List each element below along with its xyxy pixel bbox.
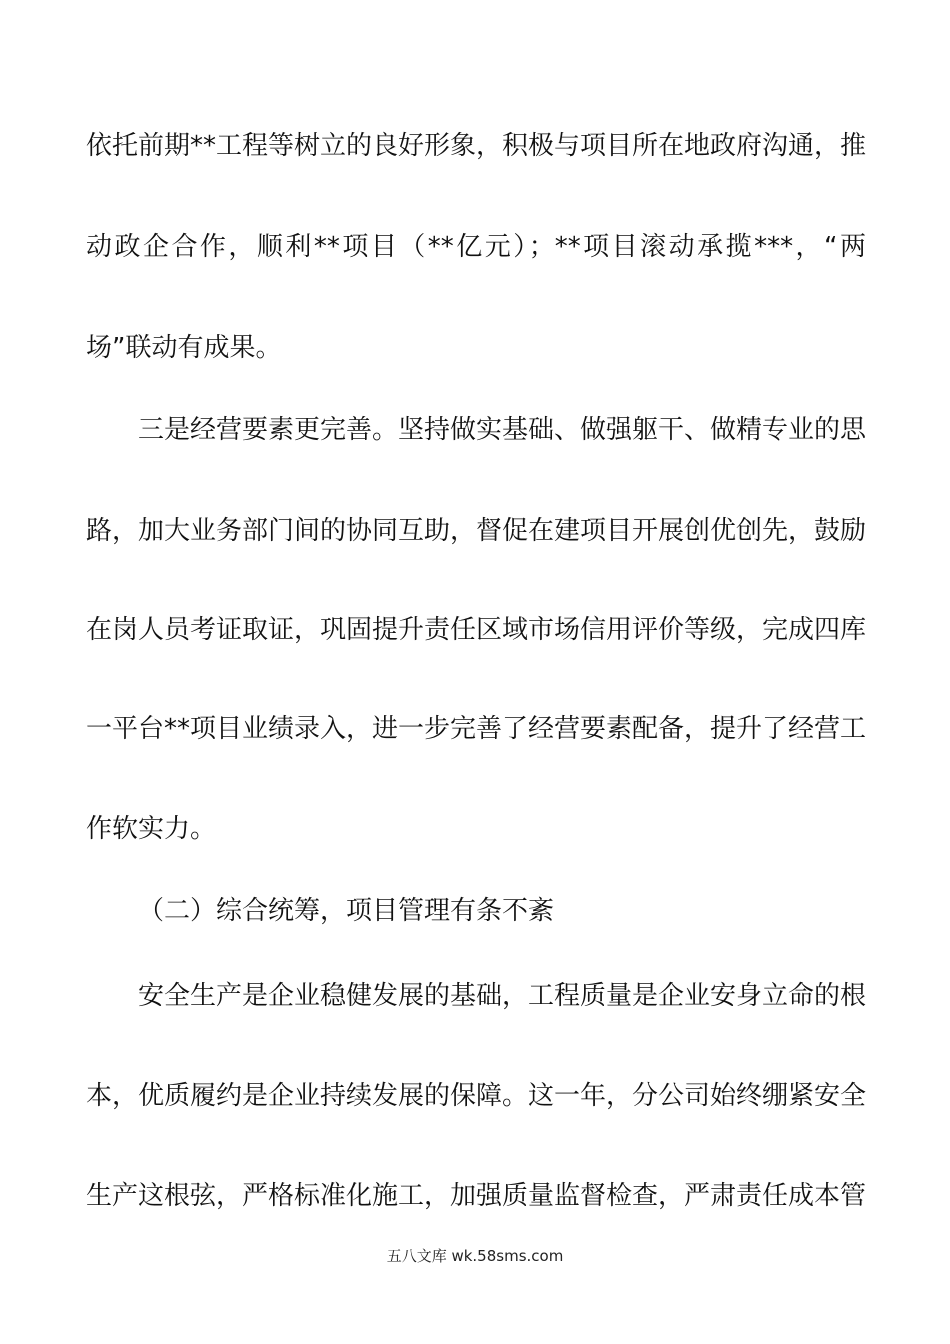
paragraph-line: 动政企合作，顺利**项目（**亿元）；**项目滚动承揽***，“两: [86, 232, 866, 262]
paragraph-line: 本，优质履约是企业持续发展的保障。这一年，分公司始终绷紧安全: [86, 1081, 867, 1111]
section-heading: （二）综合统筹，项目管理有条不紊: [138, 896, 555, 926]
paragraph-line: 生产这根弦，严格标准化施工，加强质量监督检查，严肃责任成本管: [86, 1181, 867, 1211]
paragraph-line: 场”联动有成果。: [86, 333, 282, 363]
paragraph-line: 在岗人员考证取证，巩固提升责任区域市场信用评价等级，完成四库: [86, 615, 867, 645]
footer-watermark: 五八文库 wk.58sms.com: [386, 1247, 564, 1265]
paragraph-line: 一平台**项目业绩录入，进一步完善了经营要素配备，提升了经营工: [86, 714, 867, 744]
paragraph-line: 三是经营要素更完善。坚持做实基础、做强躯干、做精专业的思: [138, 415, 867, 445]
paragraph-line: 作软实力。: [86, 814, 217, 844]
paragraph-line: 依托前期**工程等树立的良好形象，积极与项目所在地政府沟通，推: [86, 131, 867, 161]
paragraph-line: 安全生产是企业稳健发展的基础，工程质量是企业安身立命的根: [138, 981, 867, 1011]
paragraph-line: 路，加大业务部门间的协同互助，督促在建项目开展创优创先，鼓励: [86, 516, 867, 546]
